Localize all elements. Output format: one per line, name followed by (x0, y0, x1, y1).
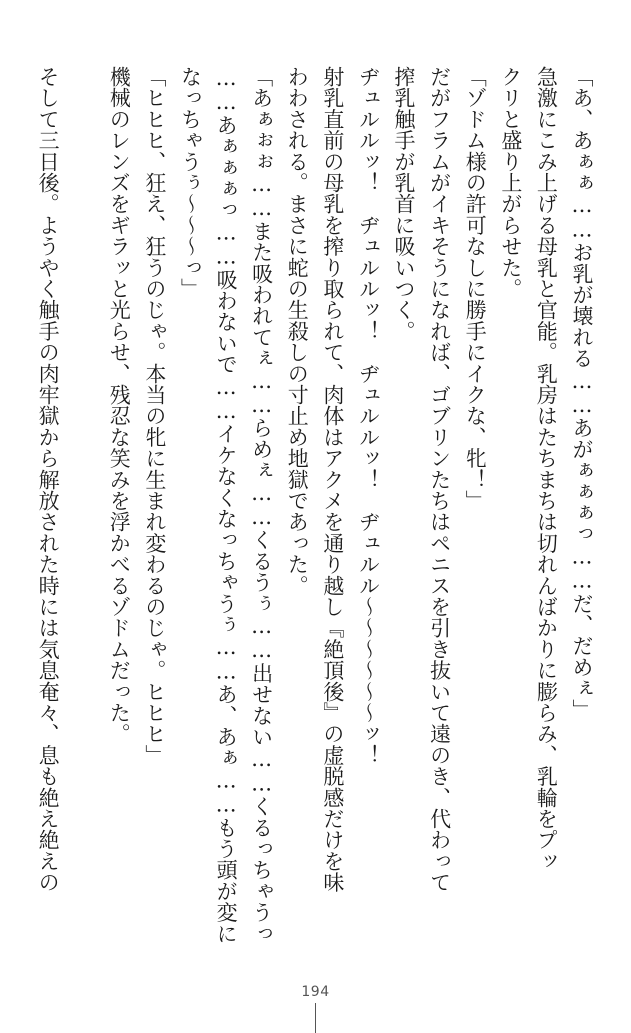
text-column: 「ゾドム様の許可なしに勝手にイクな、牝！」 (463, 66, 488, 512)
text-column: だがフラムがイキそうになれば、ゴブリンたちはペニスを引き抜いて遠のき、代わって (427, 66, 452, 893)
text-column: ……あぁぁぁっ……吸わないで……イケなくなっちゃうぅ……あ、あぁ……もう頭が変に (214, 66, 239, 944)
vertical-text-body (34, 66, 595, 946)
page-number: 194 (301, 984, 330, 1000)
text-column: そして三日後。ようやく触手の肉牢獄から解放された時には気息奄々、息も絶え絶えの (36, 66, 61, 893)
text-column: 急激にこみ上げる母乳と官能。乳房はたちまちは切れんばかりに膨らみ、乳輪をプッ (534, 66, 559, 872)
text-column: ヂュルルッ！ ヂュルルッ！ ヂュルルッ！ ヂュルル～～～～～～ッ！ (356, 66, 381, 766)
text-column: わわされる。まさに蛇の生殺しの寸止め地獄であった。 (285, 66, 310, 596)
text-column: 機械のレンズをギラッと光らせ、残忍な笑みを浮かべるゾドムだった。 (107, 66, 132, 745)
text-column: クリと盛り上がらせた。 (498, 66, 523, 300)
text-column: 射乳直前の母乳を搾り取られて、肉体はアクメを通り越し『絶頂後』の虚脱感だけを味 (320, 66, 345, 893)
text-column: 「あぁぉぉ……また吸われてぇ……らめぇ……くるうぅ……出せない……くるっちゃうっ (249, 66, 274, 944)
text-column: なっちゃうぅ～～～っ」 (178, 66, 203, 300)
text-column: 「あ、あぁぁ……お乳が壊れる……あがぁぁぁっ……だ、だめぇ」 (570, 66, 594, 720)
folio-rule (315, 1003, 316, 1033)
text-column: 「ヒヒヒ、狂え、狂うのじゃ。本当の牝に生まれ変わるのじゃ。ヒヒヒ」 (142, 66, 167, 766)
text-column: 搾乳触手が乳首に吸いつく。 (392, 66, 417, 342)
